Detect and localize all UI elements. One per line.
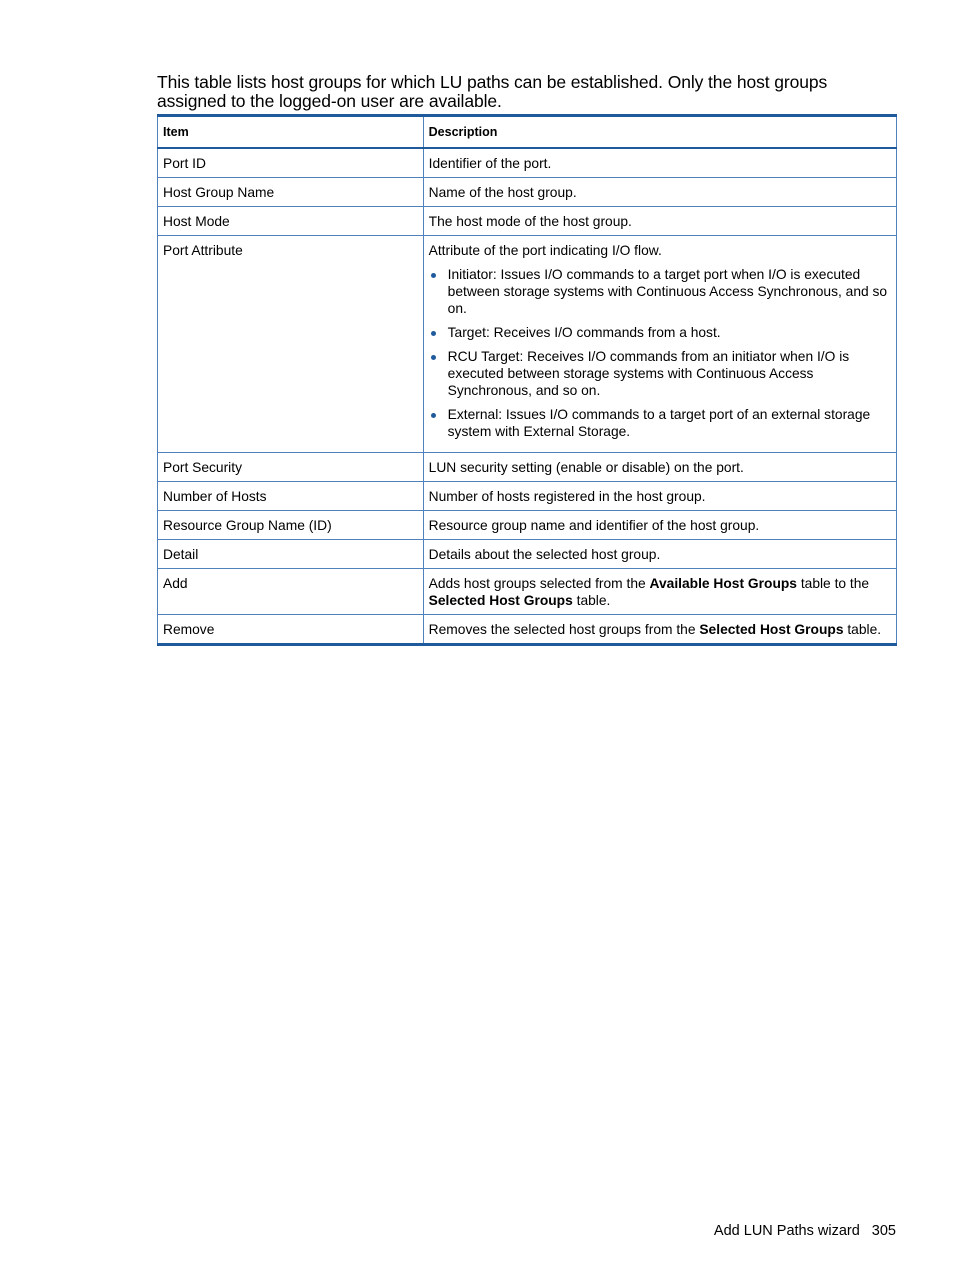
table-row [158,207,897,236]
list-item [448,406,891,440]
description-cell: LUN security setting (enable or disable) on the port. [423,453,896,482]
item-cell: Host Group Name [158,178,424,207]
table-row [158,511,897,540]
description-text: Adds host groups selected from the [428,576,650,591]
item-cell: Port Security [158,453,424,482]
table-row [158,482,897,511]
description-cell: Resource group name and identifier of the host group. [423,511,896,540]
description-cell [423,236,896,453]
intro-paragraph: This table lists host groups for which LU paths can be established. Only the host groups assigned to the logged-on user are available. [157,71,828,111]
description-text: Removes the selected host groups from the [428,622,700,637]
port-attribute-list [429,266,891,440]
ui-element-name: Selected Host Groups [428,593,573,608]
item-cell: Number of Hosts [158,482,424,511]
table-header-row [158,116,897,149]
ui-element-name: Selected Host Groups [699,622,844,637]
table-row [158,540,897,569]
description-cell [423,615,896,645]
table-row [158,453,897,482]
bullet-icon [431,273,436,278]
description-cell: Identifier of the port. [423,148,896,178]
list-item [448,348,891,399]
host-groups-table [157,114,897,646]
table-row [158,569,897,615]
list-item [448,266,891,317]
page-footer [714,1223,896,1239]
description-cell [423,569,896,615]
table-row [158,148,897,178]
list-item-text: Initiator: Issues I/O commands to a target port when I/O is executed between storage systems with Continuous Access Synchronous, and so on. [447,267,888,316]
description-text: Attribute of the port indicating I/O flow. [428,243,662,258]
item-cell: Resource Group Name (ID) [158,511,424,540]
list-item-text: RCU Target: Receives I/O commands from an initiator when I/O is executed between storage systems with Continuous Access Synchronous, and so on. [447,349,850,398]
table-row [158,615,897,645]
description-text: table to the [796,576,870,591]
footer-section-title: Add LUN Paths wizard [713,1223,860,1239]
column-header-item: Item [158,116,424,149]
bullet-icon [431,355,436,360]
column-header-description: Description [423,116,896,149]
bullet-icon [431,413,436,418]
description-text: table. [572,593,611,608]
table-row [158,178,897,207]
page-number: 305 [871,1223,896,1239]
table-row [158,236,897,453]
description-cell: Number of hosts registered in the host group. [423,482,896,511]
description-cell: The host mode of the host group. [423,207,896,236]
item-cell: Remove [158,615,424,645]
list-item [448,324,891,341]
item-cell: Detail [158,540,424,569]
item-cell: Port ID [158,148,424,178]
description-cell: Name of the host group. [423,178,896,207]
list-item-text: Target: Receives I/O commands from a host. [447,325,721,340]
item-cell: Port Attribute [158,236,424,453]
description-text: table. [843,622,882,637]
ui-element-name: Available Host Groups [649,576,797,591]
list-item-text: External: Issues I/O commands to a target port of an external storage system with External Storage. [447,407,871,439]
item-cell: Host Mode [158,207,424,236]
description-cell: Details about the selected host group. [423,540,896,569]
item-cell: Add [158,569,424,615]
bullet-icon [431,331,436,336]
